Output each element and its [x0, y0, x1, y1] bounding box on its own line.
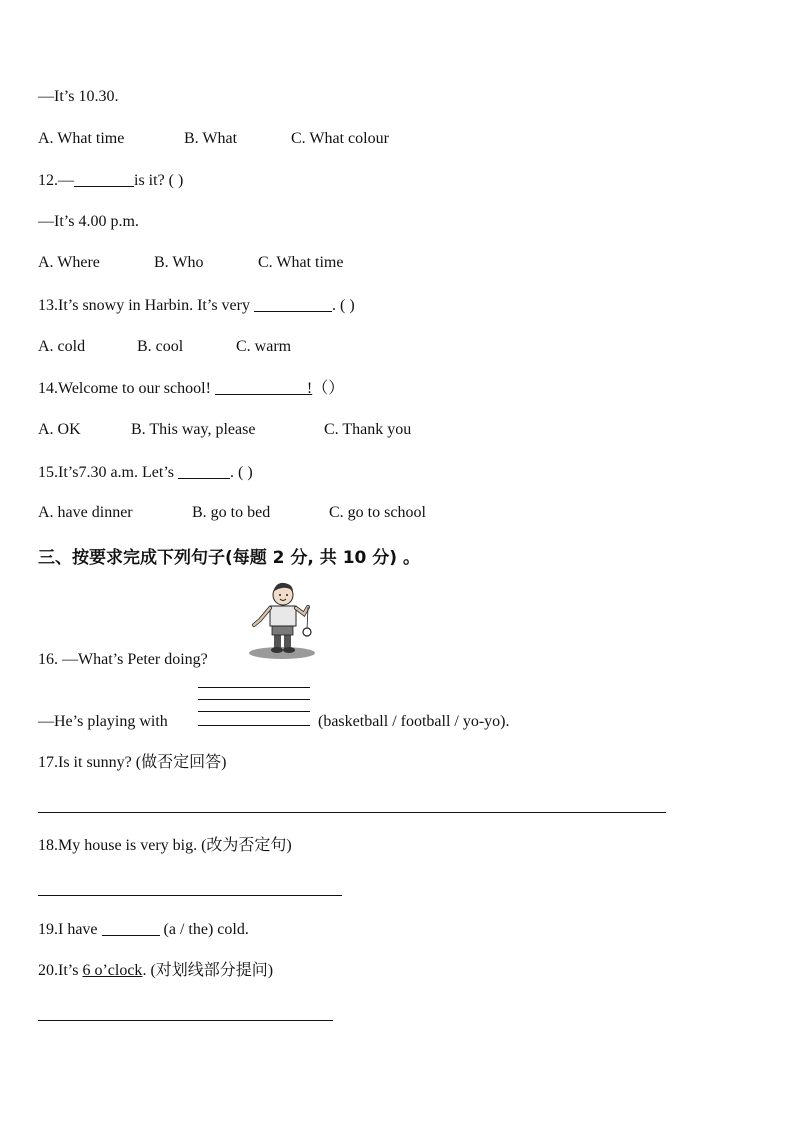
q16-answer-suffix: (basketball / football / yo-yo). [318, 713, 510, 730]
section-3-heading: 三、按要求完成下列句子(每题 2 分, 共 10 分) 。 [38, 548, 420, 568]
q13-blank[interactable] [254, 295, 332, 312]
q12-suffix: is it? ( ) [134, 172, 184, 189]
q15-option-c: C. go to school [329, 504, 426, 521]
q20-question [38, 961, 273, 981]
q14-options [38, 420, 411, 440]
q13-option-a: A. cold [38, 338, 86, 355]
q13-question [38, 295, 355, 316]
q18-question: 18.My house is very big. (改为否定句) [38, 837, 292, 854]
q15-blank[interactable] [178, 462, 230, 479]
q20-prefix: 20.It’s [38, 962, 83, 979]
q12-answer: —It’s 4.00 p.m. [38, 213, 139, 230]
q16-answer-prefix: —He’s playing with [38, 713, 168, 730]
q15-prefix: 15.It’s7.30 a.m. Let’s [38, 464, 178, 481]
q12-options [38, 253, 343, 273]
q13-suffix: . ( ) [331, 297, 355, 314]
q16-question: 16. —What’s Peter doing? [38, 651, 208, 668]
q16-blank-line-3[interactable] [198, 711, 310, 712]
q14-suffix: （） [312, 380, 345, 397]
q11-option-a: A. What time [38, 130, 125, 147]
q11-options [38, 129, 389, 149]
left-shoe [271, 647, 283, 653]
q13-prefix: 13.It’s snowy in Harbin. It’s very [38, 297, 254, 314]
q14-prefix: 14.Welcome to our school! [38, 380, 215, 397]
q15-question [38, 462, 253, 483]
boy-yoyo-illustration [246, 580, 318, 662]
q16-blank-line-4[interactable] [198, 725, 310, 726]
q20-underlined: 6 o’clock [82, 962, 143, 979]
q20-suffix: . (对划线部分提问) [142, 962, 274, 979]
q14-option-c: C. Thank you [324, 421, 412, 438]
q19-blank[interactable] [102, 919, 160, 936]
yoyo [303, 628, 311, 636]
q11-answer: —It’s 10.30. [38, 88, 119, 105]
q19-question [38, 919, 249, 940]
q13-options [38, 337, 291, 357]
q14-mark: ! [306, 380, 313, 397]
q12-blank[interactable] [74, 170, 134, 187]
q20-answer-line[interactable] [38, 1020, 333, 1021]
q15-options [38, 503, 426, 523]
q12-option-a: A. Where [38, 254, 100, 271]
q16-blank-line-2[interactable] [198, 699, 310, 700]
q18-answer-line[interactable] [38, 895, 342, 896]
q12-option-b: B. Who [154, 254, 204, 271]
q13-option-c: C. warm [236, 338, 292, 355]
q15-suffix: . ( ) [229, 464, 253, 481]
q13-option-b: B. cool [137, 338, 184, 355]
q12-question [38, 170, 183, 191]
q11-option-c: C. What colour [291, 130, 389, 147]
q14-blank[interactable] [215, 378, 307, 395]
shirt [270, 606, 296, 626]
q11-option-b: B. What [184, 130, 238, 147]
q19-suffix: (a / the) cold. [159, 921, 249, 938]
q14-question [38, 378, 344, 399]
q12-option-c: C. What time [258, 254, 344, 271]
q17-answer-line[interactable] [38, 812, 666, 813]
q14-option-b: B. This way, please [131, 421, 256, 438]
q15-option-b: B. go to bed [192, 504, 271, 521]
q12-prefix: 12.— [38, 172, 74, 189]
q16-blank-line-1[interactable] [198, 687, 310, 688]
q15-option-a: A. have dinner [38, 504, 133, 521]
q19-prefix: 19.I have [38, 921, 102, 938]
q14-option-a: A. OK [38, 421, 81, 438]
right-shoe [283, 647, 295, 653]
q17-question: 17.Is it sunny? (做否定回答) [38, 754, 227, 771]
